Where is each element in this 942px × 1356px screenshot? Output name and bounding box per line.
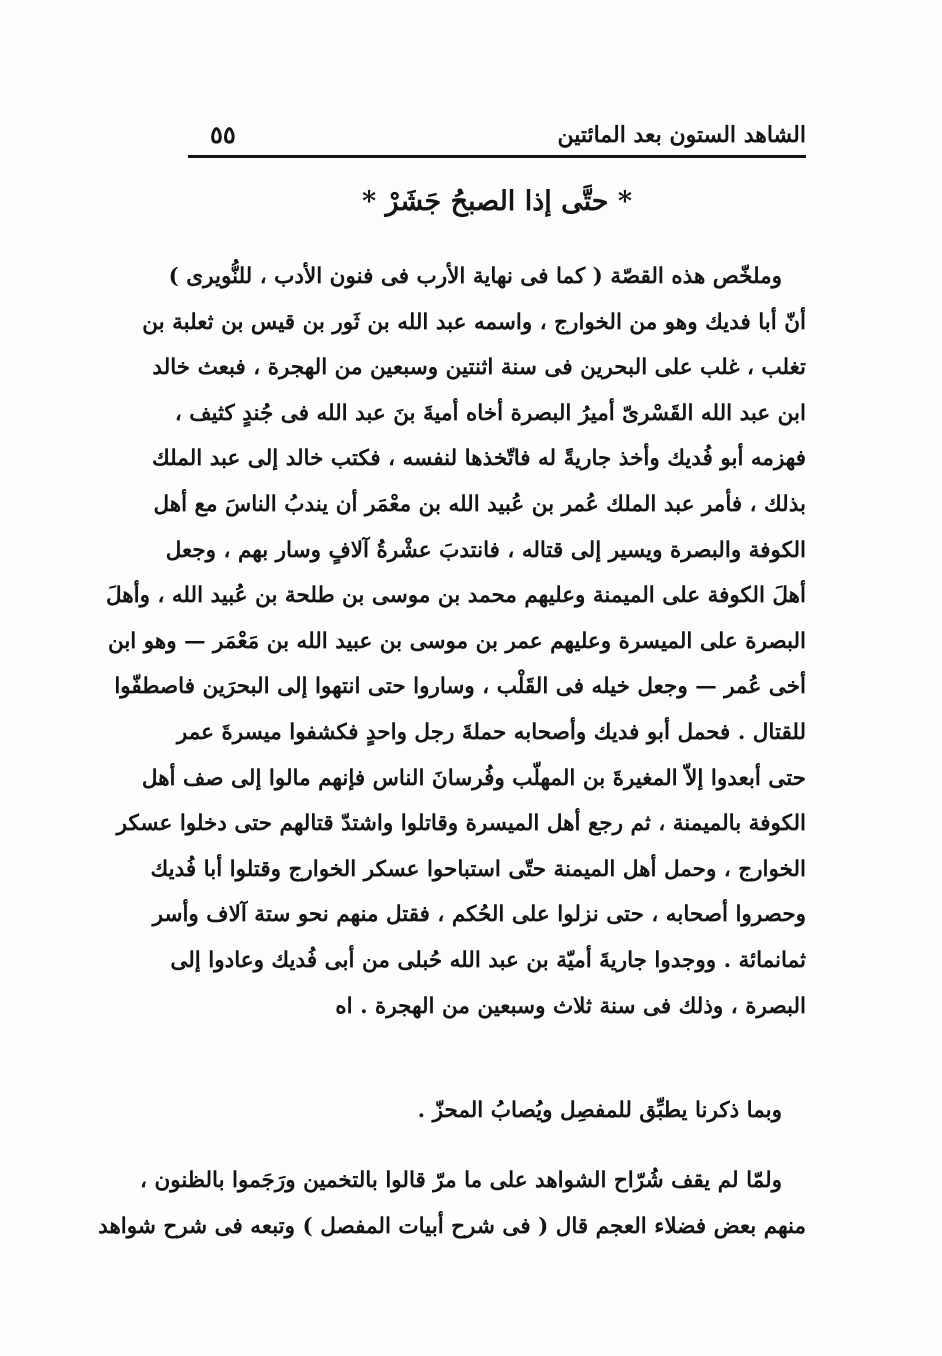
text-line: فهزمه أبو فُديك وأخذ جاريةً له فاتّخذها لنفسه ، فكتب خالد إلى عبد الملك	[152, 446, 806, 472]
page-number: ٥٥	[210, 120, 236, 149]
text-line: ثمانمائة . ووجدوا جاريةَ أميّة بن عبد الله حُبلى من أبى فُديك وعادوا إلى	[170, 947, 806, 973]
text-line: البصرة ، وذلك فى سنة ثلاث وسبعين من الهجرة . اه	[335, 993, 806, 1019]
text-line: أنّ أبا فديك وهو من الخوارج ، واسمه عبد الله بن ثَور بن قيس بن ثعلبة بن	[142, 309, 806, 335]
header-rule	[188, 155, 806, 158]
final-paragraph	[98, 1158, 806, 1249]
mention-paragraph	[188, 1088, 806, 1134]
text-line: أخى عُمر — وجعل خيله فى القَلْب ، وساروا حتى انتهوا إلى البحرَين فاصطفّوا	[114, 674, 806, 700]
text-line: الكوفة والبصرة ويسير إلى قتاله ، فانتدبَ عشْرةُ آلافٍ وسار بهم ، وجعل	[165, 537, 806, 563]
text-line: حتى أبعدوا إلاّ المغيرةَ بن المهلّب وفُرسانَ الناس فإنهم مالوا إلى صف أهل	[141, 765, 806, 791]
text-line: وبما ذكرنا يطبِّق للمفصِل ويُصابُ المحزّ .	[417, 1098, 782, 1123]
text-line: للقتال . فحمل أبو فديك وأصحابه حملةَ رجل واحدٍ فكشفوا ميسرةَ عمر	[176, 719, 806, 745]
text-line: وملخّص هذه القصّة ( كما فى نهاية الأرب فى فنون الأدب ، للنُّويرى )	[168, 264, 782, 289]
text-line: الكوفة بالميمنة ، ثم رجع أهل الميسرة وقاتلوا واشتدّ قتالهم حتى دخلوا عسكر	[116, 811, 806, 837]
text-line: ابن عبد الله القَسْرىّ أميرُ البصرة أخاه أميةَ بنَ عبد الله فى جُندٍ كثيف ،	[174, 400, 806, 426]
text-line: بذلك ، فأمر عبد الملك عُمر بن عُبيد الله بن معْمَر أن يندبُ الناسَ مع أهل	[153, 491, 806, 517]
text-line: الخوارج ، وحمل أهل الميمنة حتّى استباحوا عسكر الخوارج وقتلوا أبا فُديك	[150, 856, 806, 882]
page-header	[188, 118, 806, 158]
text-line: تغلب ، غلب على البحرين فى سنة اثنتين وسبعين من الهجرة ، فبعث خالد	[152, 355, 806, 381]
text-line: وحصروا أصحابه ، حتى نزلوا على الحُكم ، فقتل منهم نحو ستة آلاف وأسر	[152, 902, 806, 928]
text-line: ولمّا لم يقف شُرّاح الشواهد على ما مرّ قالوا بالتخمين ورَجَموا بالظنون ،	[140, 1168, 782, 1193]
verse-heading: * حتَّى إذا الصبحُ جَشَرْ *	[362, 186, 632, 217]
text-line: البصرة على الميسرة وعليهم عمر بن موسى بن عبيد الله بن مَعْمَر — وهو ابن	[107, 628, 806, 654]
text-line: منهم بعض فضلاء العجم قال ( فى شرح أبيات المفصل ) وتبعه فى شرح شواهد	[98, 1213, 806, 1239]
main-paragraph	[105, 254, 806, 1029]
running-title: الشاهد الستون بعد المائتين	[557, 122, 806, 148]
text-line: أهلَ الكوفة على الميمنة وعليهم محمد بن موسى بن طلحة بن عُبيد الله ، وأهلَ	[105, 583, 806, 609]
